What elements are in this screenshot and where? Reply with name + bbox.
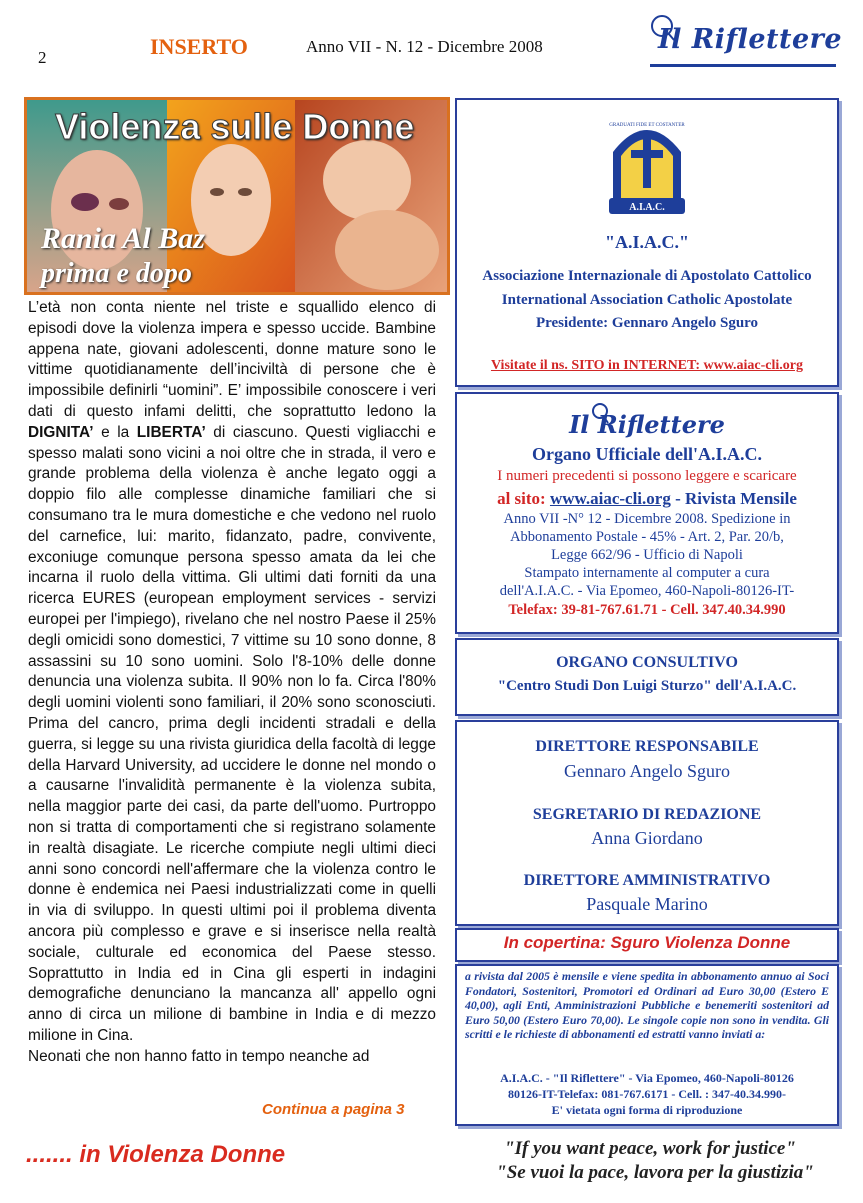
article-body (28, 298, 436, 1067)
aiac-line1: Associazione Internazionale di Apostolato Cattolico (482, 268, 812, 284)
sito-line (457, 489, 837, 509)
info-line-d: Stampato internamente al computer a cura (524, 565, 770, 581)
subscription-note-box (455, 964, 839, 1126)
aiac-line2: International Association Catholic Apostolate (501, 292, 793, 308)
article-paragraph (28, 298, 436, 1047)
organo-ufficiale: Organo Ufficiale dell'A.I.A.C. (532, 444, 762, 464)
quote-italian: "Se vuoi la pace, lavora per la giustizia" (496, 1162, 814, 1183)
copertina-box (455, 928, 839, 962)
seal-motto: GRADUATI FIDE ET COSTANTER (609, 123, 685, 128)
article-text: di ciascuno. Questi vigliacchi e spesso malati sono vicini a noi oltre che in strada, il vero e grande problema della violenza è anche legato oggi a doppio filo alle complesse dinamiche familiari che si consumano tra le mura domestiche e che vedono nel ruolo del carnefice, lui: marito, fidanzato, padre, convivente, exconiuge comunque persona spesso amata da lei che incarna il ruolo della vittima. Gli ultimi dati forniti da una ricerca EURES (european employment services - servizi europei per l'impiego), rivelano che nel nostro Paese il 25% degli omicidi sono domestici, 7 vittime su 10 sono donne, 8 assassini su 10 sono uomini. Solo l'8-10% delle donne denuncia una violenza subita. Il 90% non lo fa. Circa l'80% degli uomini violenti sono familiari, il 20% sono sconosciuti. Prima del cancro, prima degli incidenti stradali e della guerra, si legge su una rivista giuridica della facoltà di legge della Harvard University, ad uccidere le donne nel mondo o a causarne l'invalidità permanente è la violenza subita, nella maggior parte dei casi, da parte dell'uomo. Purtroppo non si tratta di comportamenti che si registrano solamente in realtà disagiate. Le ricerche compiute negli ultimi dieci anni sono concordi nell'affermare che la violenza contro le donne è endemica nei Paesi industrializzati come in quelli in via di sviluppo. In questi ultimi poi il problema diventa ancora più complesso e grave e si inserisce nella realtà sociale, culturale ed economica del Paese stesso. Soprattutto in India ed in Cina gli esperti in indagini demografiche denunciano la mancanza all' appello ogni anno di circa un milione di bambine in India e di mezzo milione in Cina. (28, 423, 436, 1044)
staff-role: DIRETTORE AMMINISTRATIVO (523, 872, 771, 889)
aiac-line3: Presidente: Gennaro Angelo Sguro (535, 315, 759, 331)
staff-person: Gennaro Angelo Sguro (564, 761, 730, 781)
address-line-1: A.I.A.C. - "Il Riflettere" - Via Epomeo, 460-Napoli-80126 (500, 1071, 794, 1085)
footer-continuation: ....... in Violenza Donne (26, 1141, 286, 1168)
article-emphasis: LIBERTA’ (136, 423, 206, 441)
riflettere-logo: Il Riflettere (569, 410, 725, 439)
article-text: L’età non conta niente nel triste e squallido elenco di episodi dove la violenza impera e spesso uccide. Bambine appena nate, giovani adolescenti, donne mature sono le vittime quotidianamente dell’inciviltà di persone che è impossibile definirli “uomini”. E’ impossibile conoscere i veri dati di questo infami delitti, che soprattutto ledono la (28, 299, 436, 420)
masthead-title: Il Riflettere (658, 24, 843, 55)
info-line-e: dell'A.I.A.C. - Via Epomeo, 460-Napoli-80126-IT- (499, 583, 795, 599)
continue-link[interactable]: Continua a pagina 3 (262, 1101, 405, 1118)
copyright-line: E' vietata ogni forma di riproduzione (551, 1103, 743, 1117)
staff-person: Anna Giordano (591, 828, 703, 848)
staff-role: SEGRETARIO DI REDAZIONE (532, 806, 762, 823)
page-number: 2 (38, 48, 47, 67)
aiac-website-link[interactable]: Visitate il ns. SITO in INTERNET: www.aiac-cli.org (490, 358, 804, 373)
organo-consultivo-box (455, 638, 839, 716)
copertina-caption: In copertina: Sguro Violenza Donne (503, 933, 791, 952)
staff-role: DIRETTORE RESPONSABILE (535, 738, 759, 755)
hero-title: Violenza sulle Donne (55, 106, 415, 147)
organo-subtitle: "Centro Studi Don Luigi Sturzo" dell'A.I.A.C. (497, 678, 797, 694)
numeri-precedenti: I numeri precedenti si possono leggere e scaricare (497, 468, 797, 484)
rivista-mensile: - Rivista Mensile (670, 489, 797, 508)
organo-title: ORGANO CONSULTIVO (556, 654, 738, 671)
aiac-seal-icon (603, 112, 691, 216)
article-text: e la (93, 423, 137, 441)
telefax-line: Telefax: 39-81-767.61.71 - Cell. 347.40.34.990 (508, 602, 786, 618)
hero-name: Rania Al Baz (41, 222, 205, 255)
info-line-b: Abbonamento Postale - 45% - Art. 2, Par. 20/b, (510, 529, 784, 545)
masthead-underline (650, 64, 836, 67)
staff-person: Pasquale Marino (586, 894, 708, 914)
subscription-text: a rivista dal 2005 è mensile e viene spedita in abbonamento annuo ai Soci Fondatori, Sostenitori, Promotori ed Ordinari ad Euro 30,00 (Estero E 40,00), agli Enti, Amministrazioni Pubbliche e benemeriti sostenitori ad Euro 50,00 (Estero Euro 70,00). Le singole copie non sono in vendita. Gli scritti e le richieste di abbonamenti ed estratti vanno inviati a: (465, 969, 829, 1042)
seal-bottom: A.I.A.C. (629, 202, 665, 213)
quote-english: "If you want peace, work for justice" (504, 1138, 796, 1159)
site-link[interactable]: www.aiac-cli.org (549, 489, 671, 508)
section-label: INSERTO (150, 34, 248, 59)
address-line-2: 80126-IT-Telefax: 081-767.6171 - Cell. : 347-40.34.990- (507, 1087, 787, 1101)
article-emphasis: DIGNITA’ (28, 423, 94, 441)
info-line-c: Legge 662/96 - Ufficio di Napoli (551, 547, 743, 563)
staff-box (455, 720, 839, 926)
riflettere-box (455, 392, 839, 634)
issue-info: Anno VII - N. 12 - Dicembre 2008 (306, 37, 543, 56)
aiac-box (455, 98, 839, 387)
hero-image (24, 97, 450, 295)
aiac-name: "A.I.A.C." (605, 232, 689, 252)
info-line-a: Anno VII -N° 12 - Dicembre 2008. Spedizione in (503, 511, 791, 527)
al-sito-label: al sito: (497, 489, 550, 508)
article-paragraph: Neonati che non hanno fatto in tempo neanche ad (28, 1047, 370, 1065)
hero-subtitle: prima e dopo (41, 258, 192, 289)
